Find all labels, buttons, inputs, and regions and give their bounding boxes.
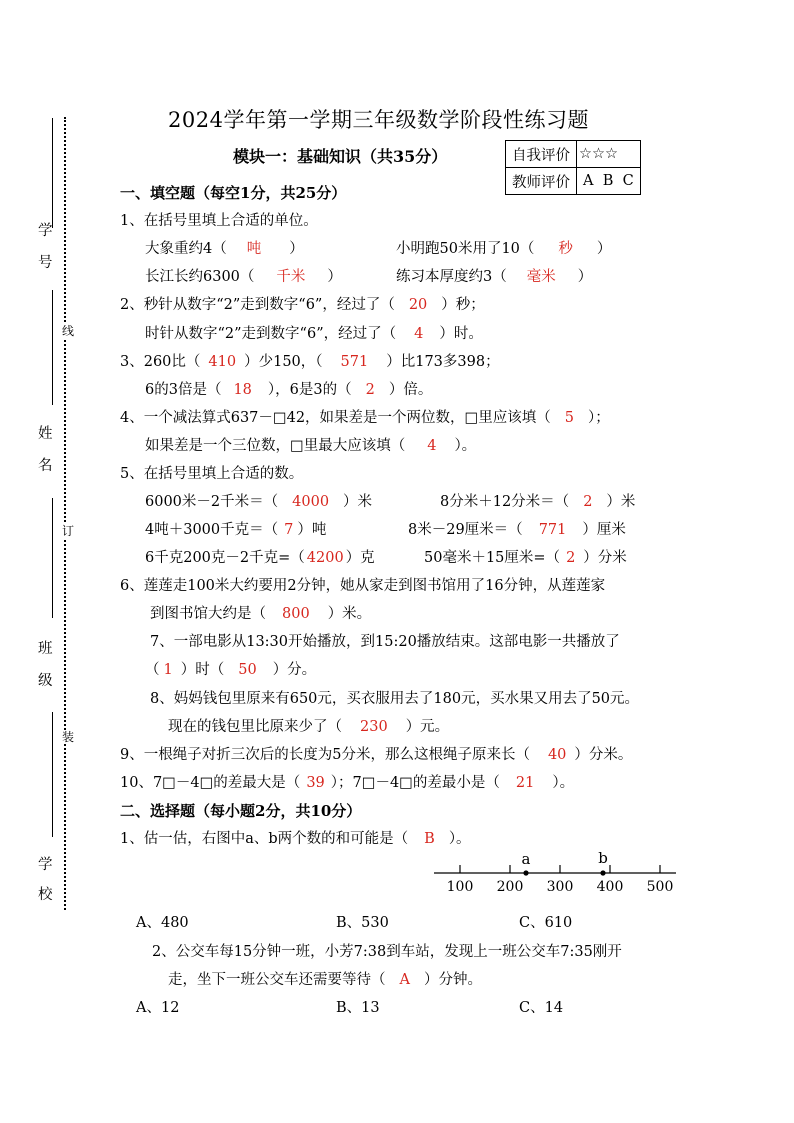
q1d-answer[interactable]: 毫米 xyxy=(526,269,556,285)
q5-item-c: 4吨＋3000千克＝（ 7 ）吨 xyxy=(145,522,327,538)
margin-line-1 xyxy=(52,118,53,228)
q1-stem: 1、在括号里填上合适的单位。 xyxy=(120,213,318,229)
q8-line1: 8、妈妈钱包里原来有650元，买衣服用去了180元，买水果又用去了50元。 xyxy=(150,691,640,707)
teacher-eval-label: 教师评价 xyxy=(506,168,577,195)
q7-line2: （ 1 ）时（ 50 ）分。 xyxy=(145,662,317,678)
s2-q2-line2: 走，坐下一班公交车还需要等待（ A ）分钟。 xyxy=(168,972,482,988)
q6-line1: 6、莲莲走100米大约要用2分钟，她从家走到图书馆用了16分钟，从莲莲家 xyxy=(120,578,606,594)
tick-label: 100 xyxy=(446,879,474,895)
q9-line: 9、一根绳子对折三次后的长度为5分米，那么这根绳子原来长（ 40 ）分米。 xyxy=(120,747,633,763)
q5-item-f: 50毫米＋15厘米=（ 2 ）分米 xyxy=(424,550,627,566)
q3-line1: 3、260比（ 410 ）少150，（ 571 ）比173多398； xyxy=(120,354,500,370)
margin-label-xuexiao-2: 校 xyxy=(38,887,53,903)
number-line xyxy=(430,848,680,898)
page-title: 2024学年第一学期三年级数学阶段性练习题 xyxy=(168,108,589,132)
margin-mark-xian: 线 xyxy=(62,324,75,338)
evaluation-table xyxy=(505,140,641,195)
margin-label-banji-2: 级 xyxy=(38,673,53,689)
q1-item-b: 小明跑50米用了10（ 秒 ） xyxy=(396,241,612,257)
point-a-dot xyxy=(523,870,528,875)
q9-answer[interactable]: 40 xyxy=(547,747,567,763)
tick-label: 200 xyxy=(496,879,524,895)
q1-item-c: 长江长约6300（ 千米 ） xyxy=(145,269,342,285)
section1-heading: 一、填空题（每空1分，共25分） xyxy=(120,184,347,202)
module-heading: 模块一：基础知识（共35分） xyxy=(233,147,448,166)
binding-dotted-line xyxy=(64,117,66,910)
q4-answer-1[interactable]: 5 xyxy=(564,410,574,426)
margin-label-banji-1: 班 xyxy=(38,641,53,657)
q5f-answer[interactable]: 2 xyxy=(566,550,576,566)
q7-line1: 7、一部电影从13:30开始播放，到15:20播放结束。这部电影一共播放了 xyxy=(150,634,620,650)
q2-line2: 时针从数字“2”走到数字“6”，经过了（ 4 ）时。 xyxy=(145,326,483,342)
margin-label-xuehao-2: 号 xyxy=(38,255,53,271)
s2-q1-option-c[interactable]: C、610 xyxy=(519,915,573,931)
margin-line-3 xyxy=(52,498,53,618)
s2-q2-option-a[interactable]: A、12 xyxy=(136,1000,180,1016)
q5c-answer[interactable]: 7 xyxy=(284,522,294,538)
s2-q2-option-c[interactable]: C、14 xyxy=(519,1000,564,1016)
q4-answer-2[interactable]: 4 xyxy=(427,438,437,454)
q3-answer-4[interactable]: 2 xyxy=(365,382,375,398)
q1-item-d: 练习本厚度约3（ 毫米 ） xyxy=(396,269,593,285)
section2-heading: 二、选择题（每小题2分，共10分） xyxy=(120,802,362,820)
q5d-answer[interactable]: 771 xyxy=(538,522,567,538)
q5a-answer[interactable]: 4000 xyxy=(292,494,330,510)
q4-line2: 如果差是一个三位数，□里最大应该填（ 4 ）。 xyxy=(145,438,477,454)
self-eval-stars[interactable]: ☆☆☆ xyxy=(577,141,641,168)
self-eval-label: 自我评价 xyxy=(506,141,577,168)
tick-label: 300 xyxy=(546,879,574,895)
q5e-answer[interactable]: 4200 xyxy=(306,550,344,566)
q3-answer-3[interactable]: 18 xyxy=(233,382,252,398)
q5-item-d: 8米－29厘米＝（ 771 ）厘米 xyxy=(408,522,626,538)
q5-item-a: 6000米－2千米＝（ 4000 ）米 xyxy=(145,494,373,510)
tick-label: 400 xyxy=(596,879,624,895)
q8-line2: 现在的钱包里比原来少了（ 230 ）元。 xyxy=(168,719,450,735)
q10-line: 10、7□－4□的差最大是（ 39 ）；7□－4□的差最小是（ 21 ）。 xyxy=(120,775,575,791)
q4-line1: 4、一个减法算式637－□42，如果差是一个两位数，□里应该填（ 5 ）； xyxy=(120,410,610,426)
q3-line2: 6的3倍是（ 18 ），6是3的（ 2 ）倍。 xyxy=(145,382,433,398)
q7-answer-2[interactable]: 50 xyxy=(238,662,257,678)
s2-q1-answer[interactable]: B xyxy=(424,831,435,847)
margin-label-xingming-2: 名 xyxy=(38,458,53,474)
tick-label: 500 xyxy=(646,879,674,895)
q7-answer-1[interactable]: 1 xyxy=(163,662,173,678)
s2-q2-option-b[interactable]: B、13 xyxy=(336,1000,380,1016)
q2-answer-1[interactable]: 20 xyxy=(408,297,428,313)
q10-answer-1[interactable]: 39 xyxy=(306,775,325,791)
point-b-dot xyxy=(600,870,605,875)
q1-item-a: 大象重约4（ 吨 ） xyxy=(145,241,304,257)
s2-q2-line1: 2、公交车每15分钟一班，小芳7:38到车站，发现上一班公交车7:35刚开 xyxy=(152,944,622,960)
q1c-answer[interactable]: 千米 xyxy=(276,269,306,285)
q3-answer-1[interactable]: 410 xyxy=(208,354,237,370)
q5-stem: 5、在括号里填上合适的数。 xyxy=(120,466,304,482)
s2-q1-option-a[interactable]: A、480 xyxy=(136,915,189,931)
q1a-answer[interactable]: 吨 xyxy=(246,241,262,257)
margin-label-xingming-1: 姓 xyxy=(38,426,53,442)
q5b-answer[interactable]: 2 xyxy=(583,494,593,510)
q2-line1: 2、秒针从数字“2”走到数字“6”，经过了（ 20 ）秒； xyxy=(120,297,485,313)
q1b-answer[interactable]: 秒 xyxy=(558,241,573,257)
s2-q1-stem: 1、估一估，右图中a、b两个数的和可能是（ B ）。 xyxy=(120,831,471,847)
point-b-label: b xyxy=(598,849,608,867)
q8-answer[interactable]: 230 xyxy=(360,719,388,735)
q5-item-e: 6千克200克－2千克=（ 4200 ）克 xyxy=(145,550,375,566)
s2-q2-answer[interactable]: A xyxy=(399,972,410,988)
margin-label-xuehao-1: 学 xyxy=(38,223,53,239)
q6-line2: 到图书馆大约是（ 800 ）米。 xyxy=(150,606,372,622)
margin-line-4 xyxy=(52,712,53,837)
q6-answer[interactable]: 800 xyxy=(282,606,310,622)
q5-item-b: 8分米＋12分米＝（ 2 ）米 xyxy=(440,494,636,510)
q3-answer-2[interactable]: 571 xyxy=(340,354,369,370)
margin-label-xuexiao-1: 学 xyxy=(38,857,53,873)
teacher-eval-grades[interactable]: A B C xyxy=(577,168,641,195)
margin-mark-zhuang: 装 xyxy=(62,730,75,744)
q10-answer-2[interactable]: 21 xyxy=(515,775,535,791)
q2-answer-2[interactable]: 4 xyxy=(414,326,424,342)
margin-line-2 xyxy=(52,290,53,405)
point-a-label: a xyxy=(521,850,531,868)
s2-q1-option-b[interactable]: B、530 xyxy=(336,915,389,931)
margin-mark-ding: 订 xyxy=(62,524,75,538)
